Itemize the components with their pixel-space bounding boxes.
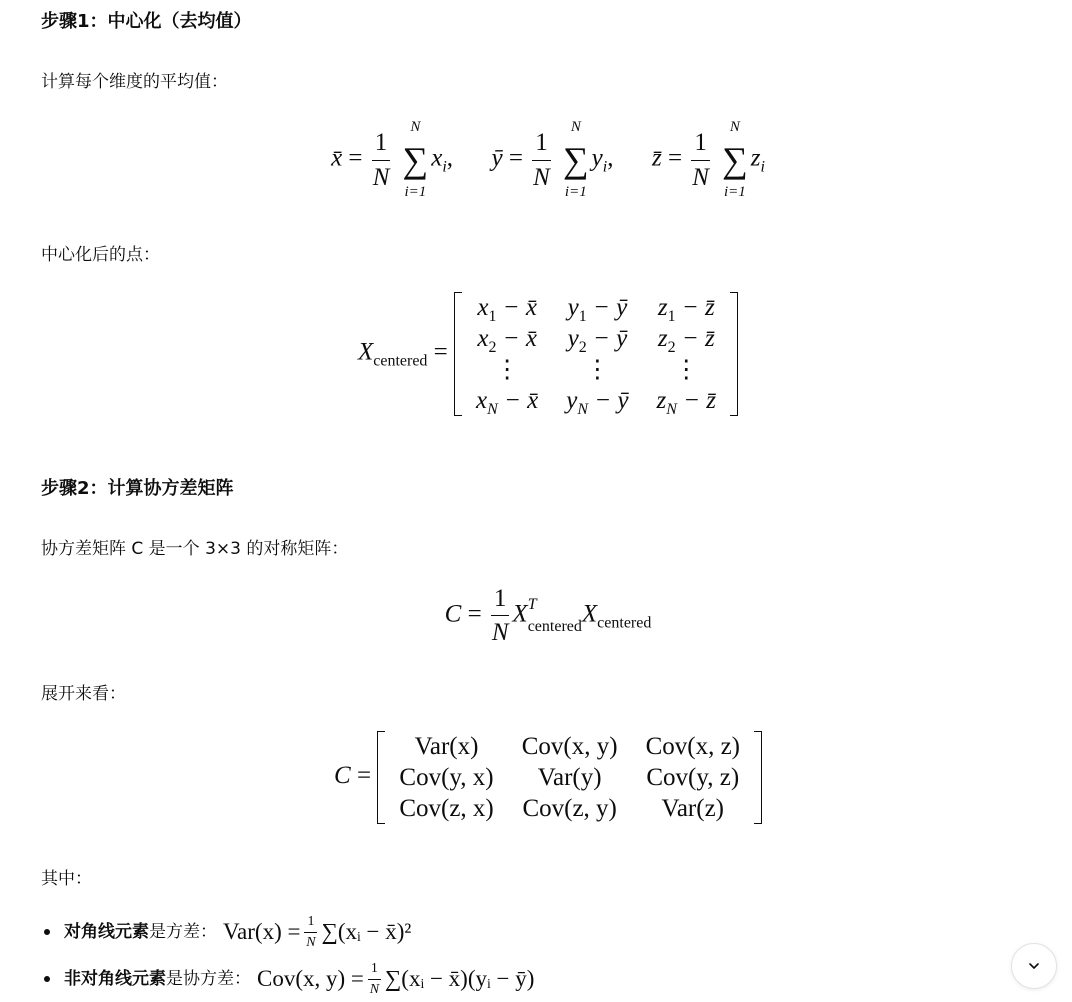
covariance-matrix [377, 731, 762, 824]
centered-label: 中心化后的点： [41, 245, 160, 265]
step2-intro: 协方差矩阵 C 是一个 3×3 的对称矩阵： [41, 539, 349, 559]
matrix-cell: Cov(x, y) [521, 733, 618, 760]
centered-matrix-equation: $X_{centered}$ = $x_1$ − x̄ $y_1$ − ȳ $z_1$ − z̄ $x_2$ − x̄ $y_2$ − ȳ $z_2$ − z̄ ⋮ ⋮ ⋮ $x_N$ − x̄ $y_N$ − ȳ $z_N$ − z̄ [41, 292, 1055, 416]
matrix-cell: $y_1$ − ȳ [567, 294, 628, 325]
bullet-covariance: 非对角线元素 是协方差： Cov(x, y) = $\frac{1}{N}$ ∑(xᵢ − x̄)(yᵢ − ȳ) [41, 959, 534, 999]
matrix-cell: $y_2$ − ȳ [567, 325, 628, 356]
matrix-cell: $z_N$ − z̄ [656, 387, 717, 418]
mean-equations: x̄ = $\frac{1}{N}$ N ∑ i=1 $x_i$, ȳ = $\frac{1}{N}$ N ∑ i=1 $y_i$, z̄ = $\frac{1}{N}$ N ∑ i=1 $z_i$ [331, 119, 765, 200]
step1-intro: 计算每个维度的平均值： [41, 72, 228, 92]
matrix-cell: $x_N$ − x̄ [476, 387, 539, 418]
step1-heading: 步骤1：中心化（去均值） [41, 11, 252, 32]
matrix-cell: Cov(z, x) [399, 795, 494, 822]
matrix-cell: ⋮ [584, 356, 610, 383]
matrix-row [385, 762, 754, 793]
matrix-cell: $z_2$ − z̄ [657, 325, 715, 356]
matrix-cell: Cov(y, z) [646, 764, 740, 791]
matrix-cell: Var(z) [661, 795, 724, 822]
matrix-row [462, 292, 730, 323]
covariance-matrix-equation: C = Var(x) Cov(x, y) Cov(x, z) Cov(y, x) Var(y) Cov(y, z) Cov(z, x) Cov(z, y) Var(z) [41, 731, 1055, 824]
matrix-cell: ⋮ [494, 356, 520, 383]
matrix-cell: Cov(z, y) [522, 795, 617, 822]
matrix-cell: $y_N$ − ȳ [566, 387, 629, 418]
matrix-cell: $z_1$ − z̄ [657, 294, 715, 325]
matrix-row [385, 793, 754, 824]
step2-heading: 步骤2：计算协方差矩阵 [41, 478, 234, 499]
matrix-cell: ⋮ [673, 356, 699, 383]
matrix-cell: Cov(x, z) [645, 733, 740, 760]
matrix-cell: Var(y) [537, 764, 602, 791]
matrix-row [462, 323, 730, 354]
covariance-formula: C = $\frac{1}{N}$ X T centered $X_{centered}$ [444, 585, 652, 647]
matrix-row-vdots [462, 354, 730, 385]
chevron-down-icon [1027, 961, 1041, 971]
scroll-to-bottom-button[interactable] [1011, 943, 1057, 989]
matrix-row [462, 385, 730, 416]
where-label: 其中： [41, 869, 92, 889]
centered-matrix [454, 292, 738, 416]
expand-label: 展开来看： [41, 684, 126, 704]
matrix-row [385, 731, 754, 762]
matrix-cell: Cov(y, x) [399, 764, 494, 791]
matrix-cell: Var(x) [414, 733, 479, 760]
bullet-variance: 对角线元素 是方差： Var(x) = $\frac{1}{N}$ ∑(xᵢ − x̄)² [41, 912, 411, 952]
matrix-cell: $x_1$ − x̄ [477, 294, 537, 325]
matrix-cell: $x_2$ − x̄ [477, 325, 537, 356]
